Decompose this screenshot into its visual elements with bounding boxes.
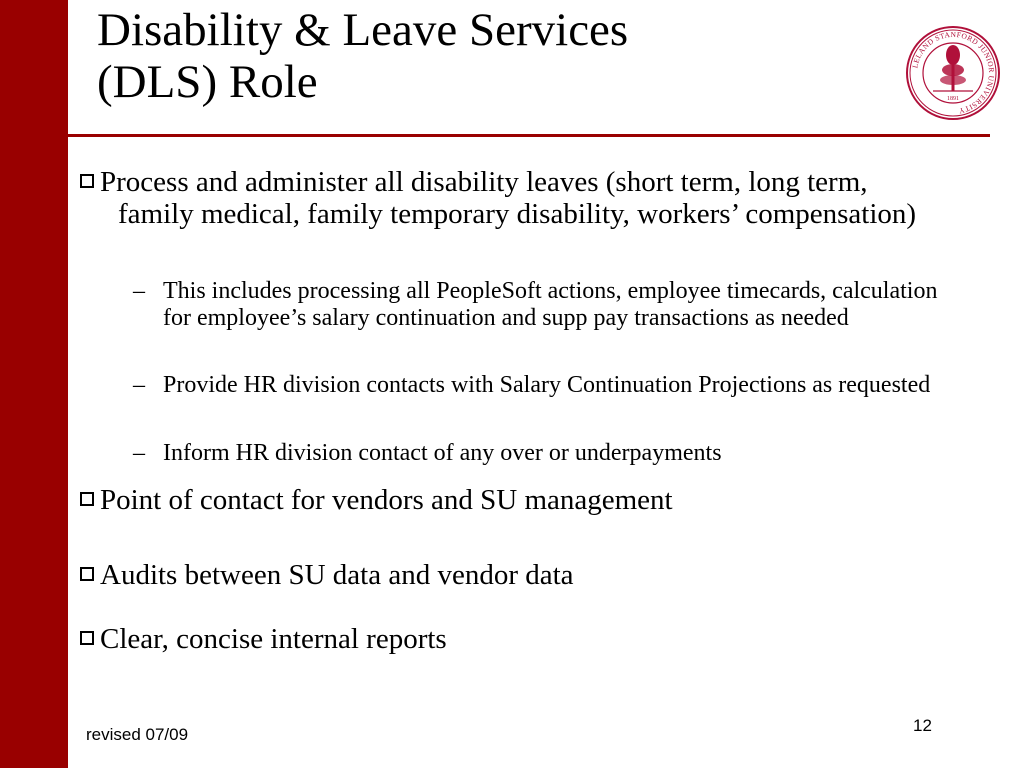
sub-bullet-text: This includes processing all PeopleSoft actions, employee timecards, calculation for employee’s salary continuation and supp pay transactions as needed	[163, 278, 938, 331]
seal-ring-text: LELAND STANFORD JUNIOR UNIVERSITY	[910, 29, 997, 116]
revised-date-footer: revised 07/09	[86, 725, 189, 744]
seal-year: 1891	[947, 96, 959, 102]
title-divider-rule	[68, 134, 990, 137]
dash-bullet-icon: –	[133, 372, 145, 398]
checkbox-bullet-icon	[80, 492, 94, 506]
bullet-text: Clear, concise internal reports	[100, 623, 447, 655]
bullet-text: Point of contact for vendors and SU management	[100, 484, 673, 516]
checkbox-bullet-icon	[80, 174, 94, 188]
sub-bullet-item	[133, 440, 963, 467]
sub-bullet-text: Inform HR division contact of any over or underpayments	[163, 440, 722, 466]
bullet-item	[80, 623, 447, 655]
sub-bullet-item	[133, 372, 963, 399]
bullet-item	[80, 484, 673, 516]
bullet-item	[80, 166, 948, 230]
bullet-item	[80, 559, 574, 591]
sub-bullet-item	[133, 278, 963, 332]
slide-title-line-2: (DLS) Role	[97, 56, 318, 108]
bullet-text: Audits between SU data and vendor data	[100, 559, 574, 591]
slide-title	[97, 4, 887, 108]
checkbox-bullet-icon	[80, 567, 94, 581]
bullet-text: Process and administer all disability leaves (short term, long term, family medical, family temporary disability, workers’ compensation)	[100, 166, 917, 230]
stanford-seal-logo	[905, 25, 1001, 121]
page-number: 12	[913, 716, 932, 735]
dash-bullet-icon: –	[133, 440, 145, 466]
sub-bullet-text: Provide HR division contacts with Salary Continuation Projections as requested	[163, 372, 931, 398]
dash-bullet-icon: –	[133, 278, 145, 304]
checkbox-bullet-icon	[80, 631, 94, 645]
slide-title-line-1: Disability & Leave Services	[97, 4, 629, 56]
left-sidebar-bar	[0, 0, 68, 768]
